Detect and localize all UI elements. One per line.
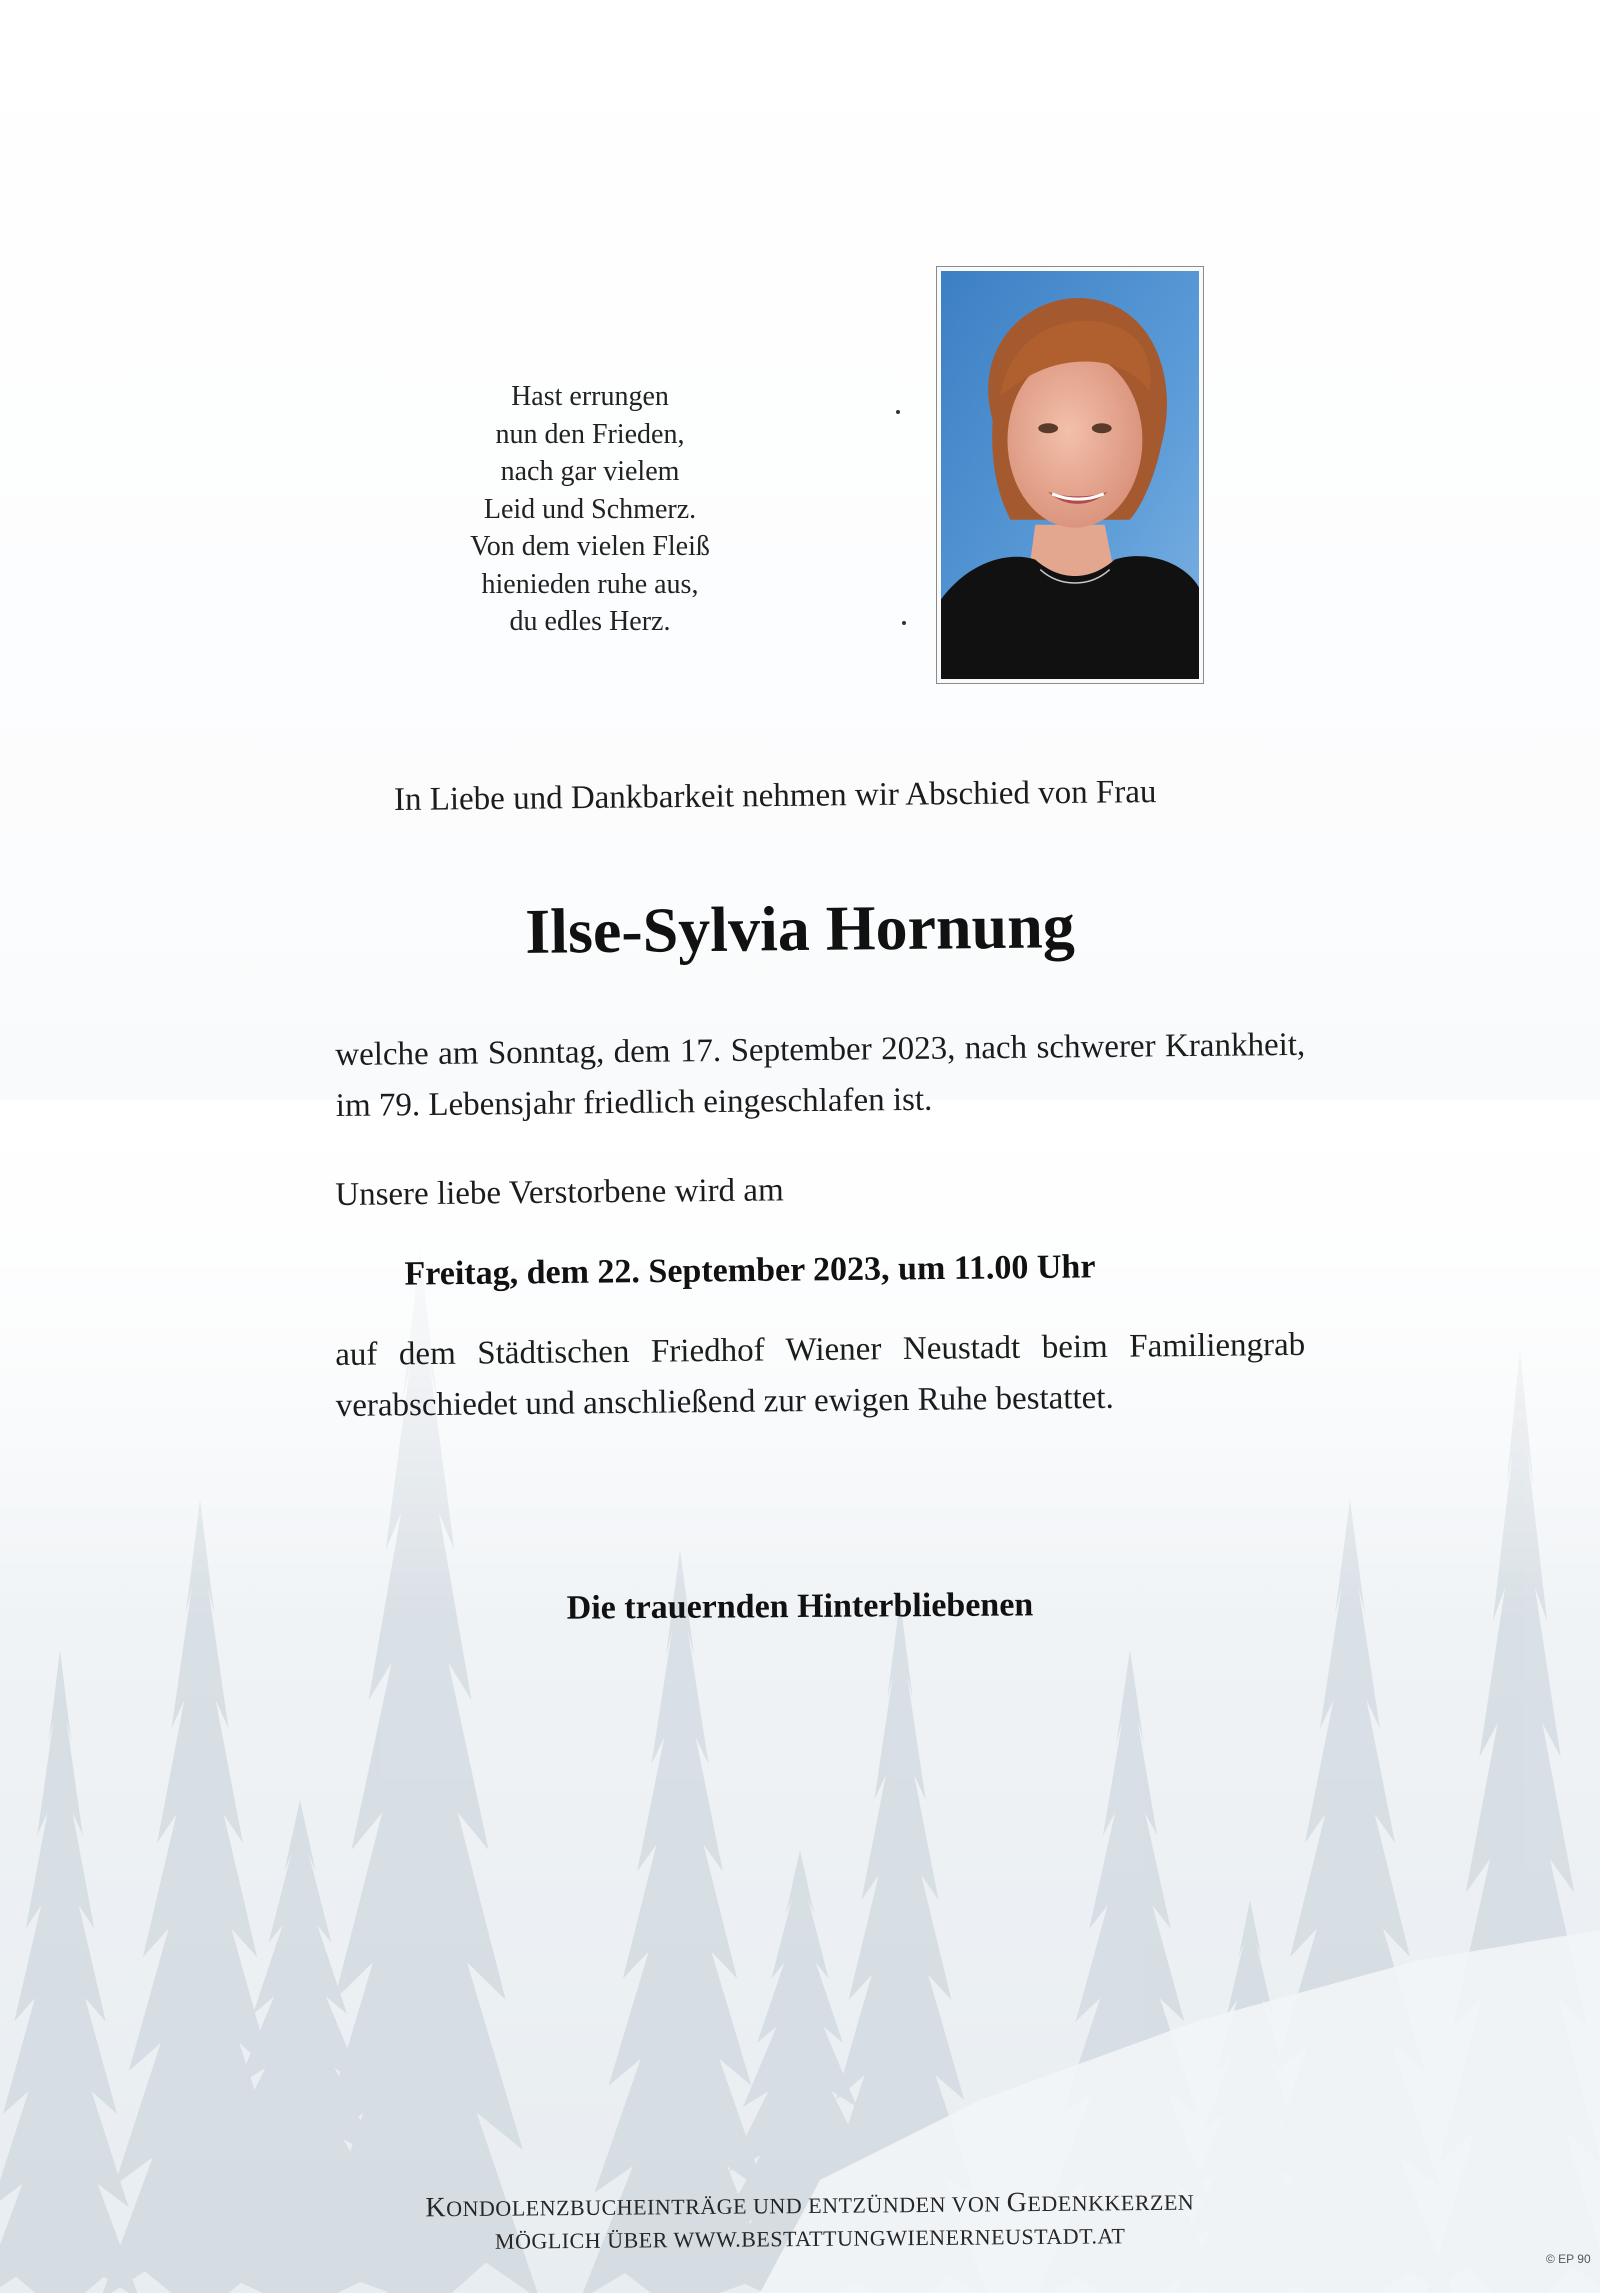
portrait-photo (936, 266, 1204, 684)
farewell-intro: In Liebe und Dankbarkeit nehmen wir Abschied von Frau (393, 774, 1157, 818)
poem-line: Hast errungen (511, 381, 669, 412)
poem-line: nun den Frieden, (495, 418, 685, 450)
ornament-dot (902, 621, 906, 625)
poem-line: Von dem vielen Fleiß (470, 531, 710, 562)
poem-line: nach gar vielem (500, 456, 680, 487)
ceremony-place: auf dem Städtischen Friedhof Wiener Neustadt beim Familiengrab verabschiedet und anschließend zur ewigen Ruhe bestattet. (335, 1326, 1306, 1424)
footer-line-2: MÖGLICH ÜBER WWW.BESTATTUNGWIENERNEUSTADT.AT (494, 2223, 1126, 2254)
deceased-name: Ilse-Sylvia Hornung (524, 890, 1076, 967)
ceremony-intro: Unsere liebe Verstorbene wird am (335, 1172, 784, 1213)
ornament-dot (896, 410, 900, 414)
poem-line: Leid und Schmerz. (483, 493, 697, 525)
print-code: © EP 90 (1546, 2252, 1591, 2266)
death-notice-paragraph: welche am Sonntag, dem 17. September 2023, nach schwerer Krankheit, im 79. Lebensjahr friedlich eingeschlafen ist. (335, 1026, 1306, 1124)
closing-signature: Die trauernden Hinterbliebenen (566, 1586, 1034, 1627)
condolence-footer (380, 2184, 1241, 2259)
poem-line: du edles Herz. (509, 606, 671, 637)
footer-line-1: KONDOLENZBUCHEINTRÄGE UND ENTZÜNDEN VON GEDENKKERZEN (425, 2187, 1195, 2224)
poem-line: hienieden ruhe aus, (481, 568, 699, 600)
ceremony-date: Freitag, dem 22. September 2023, um 11.00 Uhr (404, 1248, 1096, 1293)
poem (430, 378, 750, 641)
